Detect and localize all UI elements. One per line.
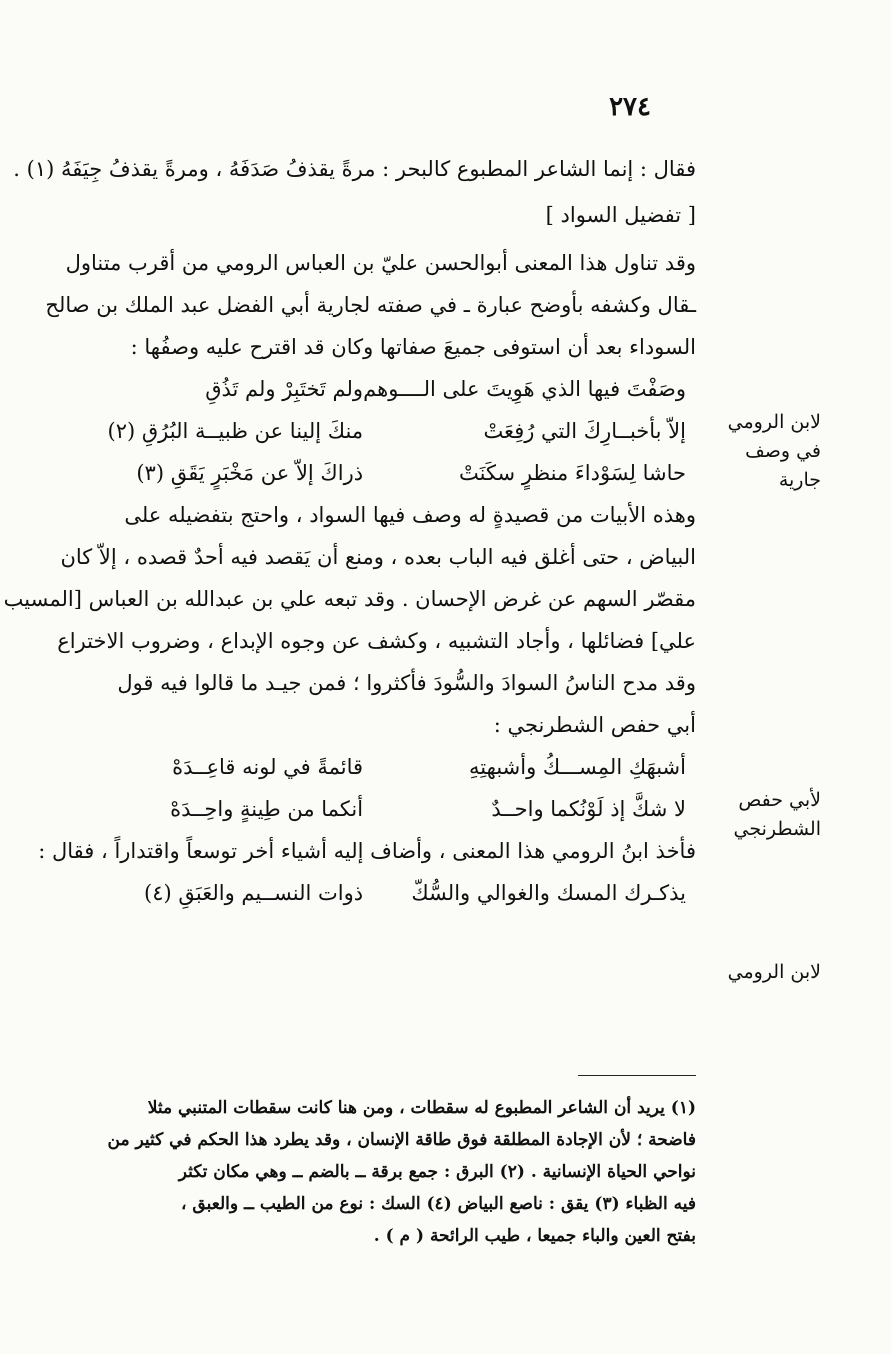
verse-line (88, 788, 696, 830)
paragraph-line: ـقال وكشفه بأوضح عبارة ـ في صفته لجارية أبي الفضل عبد الملك بن صالح (45, 293, 696, 317)
margin-note-line: جارية (778, 469, 821, 491)
paragraph-line: علي] فضائلها ، وأجاد التشبيه ، وكشف عن وجوه الإبداع ، وضروب الاختراع (57, 629, 696, 653)
verse-second-hemistich: ذوات النســيم والعَبَقِ (٤) (144, 881, 364, 905)
verse-second-hemistich: أنكما من طِينةٍ واحِــدَهْ (170, 797, 364, 821)
footnote-line: نواحي الحياة الإنسانية . (٢) البرق : جمع برقة ــ بالضم ــ وهي مكان تكثر (178, 1162, 696, 1182)
main-text (3, 148, 696, 914)
verse-first-hemistich: حاشا لِسَوْداءَ منظرٍ سكَنَتْ (459, 461, 686, 485)
page-number: ٢٧٤ (609, 92, 651, 122)
footnotes (88, 1092, 696, 1252)
paragraph-line: البياض ، حتى أغلق فيه الباب بعده ، ومنع أن يَقصد فيه أحدٌ قصده ، إلاّ كان (60, 545, 696, 569)
paragraph-line: السوداء بعد أن استوفى جميعَ صفاتها وكان قد اقترح عليه وصفُها : (130, 335, 696, 359)
section-heading: [ تفضيل السواد ] (545, 203, 696, 227)
verse-first-hemistich: لا شكَّ إذ لَوْنُكما واحــدٌ (491, 797, 686, 821)
verse-first-hemistich: أشبهَكِ المِســـكُ وأشبهتِهِ (469, 755, 686, 779)
footnote-separator (578, 1075, 696, 1076)
verse-line (88, 746, 696, 788)
footnote-line: (١) يريد أن الشاعر المطبوع له سقطات ، ومن هنا كانت سقطات المتنبي مثلا (147, 1098, 696, 1118)
verse-line (88, 452, 696, 494)
paragraph-line: أبي حفص الشطرنجي : (493, 713, 696, 737)
verse-second-hemistich: منكَ إلينا عن ظبيــة البُرُقِ (٢) (107, 419, 364, 443)
margin-note-line: في وصف (745, 440, 821, 462)
verse-second-hemistich: ولم تَختَبِرْ ولم تَذُقِ (205, 377, 364, 401)
paragraph-line: مقصّر السهم عن غرض الإحسان . وقد تبعه علي بن عبدالله بن العباس [المسيب (3, 587, 696, 611)
margin-note-line: لأبي حفص (738, 789, 821, 811)
margin-note-line: الشطرنجي (733, 818, 821, 840)
paragraph-line: وقد مدح الناسُ السوادَ والسُّودَ فأكثروا ؛ فمن جيـد ما قالوا فيه قول (117, 671, 696, 695)
margin-note-line: لابن الرومي (727, 411, 821, 433)
margin-note-abi-hafs (706, 786, 821, 844)
verse-line (88, 368, 696, 410)
margin-note-line: لابن الرومي (727, 961, 821, 983)
verse-line (88, 410, 696, 452)
footnote-line: بفتح العين والباء جميعا ، طيب الرائحة ( م ) . (373, 1226, 696, 1246)
footnote-line: فاضحة ؛ لأن الإجادة المطلقة فوق طاقة الإنسان ، وقد يطرد هذا الحكم في كثير من (107, 1130, 696, 1150)
verse-line (88, 872, 696, 914)
paragraph-line: وهذه الأبيات من قصيدةٍ له وصف فيها السواد ، واحتج بتفضيله على (124, 503, 696, 527)
verse-first-hemistich: إلاّ بأخبــارِكَ التي رُفِعَتْ (483, 419, 686, 443)
paragraph-line: فقال : إنما الشاعر المطبوع كالبحر : مرةً يقذفُ صَدَفَهُ ، ومرةً يقذفُ جِيَفَهُ (١) . (13, 157, 696, 181)
verse-first-hemistich: وصَفْتَ فيها الذي هَوِيتَ على الــــوهم (363, 377, 686, 401)
verse-second-hemistich: قائمةً في لونه قاعِــدَهْ (172, 755, 364, 779)
verse-first-hemistich: يذكـرك المسك والغوالي والسُّكّ (411, 881, 686, 905)
margin-note-ibn-rumi (706, 408, 821, 495)
paragraph-line: فأخذ ابنُ الرومي هذا المعنى ، وأضاف إليه أشياء أخر توسعاً واقتداراً ، فقال : (38, 839, 696, 863)
verse-second-hemistich: ذراكَ إلاّ عن مَخْبَرٍ يَقَقِ (٣) (136, 461, 364, 485)
footnote-line: فيه الظباء (٣) يقق : ناصع البياض (٤) السك : نوع من الطيب ــ والعبق ، (181, 1194, 696, 1214)
paragraph-line: وقد تناول هذا المعنى أبوالحسن عليّ بن العباس الرومي من أقرب متناول (65, 251, 696, 275)
margin-note-ibn-rumi-2 (706, 958, 821, 987)
